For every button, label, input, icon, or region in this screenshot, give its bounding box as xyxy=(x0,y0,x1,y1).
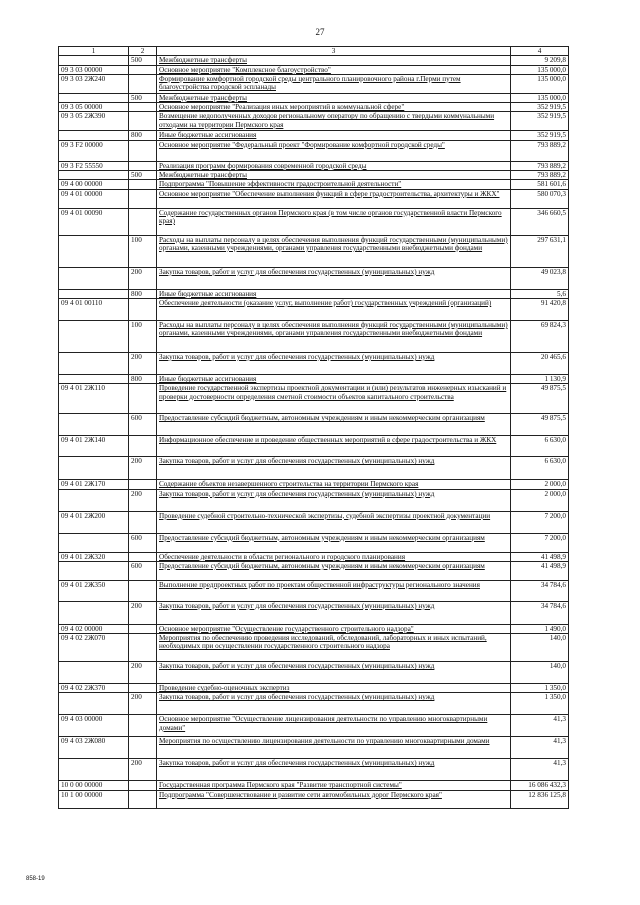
row-expense-type-cell xyxy=(129,384,157,414)
row-expense-type-cell xyxy=(129,298,157,320)
row-expense-type-cell xyxy=(129,65,157,74)
table-row xyxy=(59,161,569,170)
row-description-cell: Обеспечение деятельности в области регионального и городского планирования xyxy=(157,552,511,561)
row-code-cell: 09 4 01 2Ж110 xyxy=(59,384,129,414)
row-description-cell: Проведение судебно-оценочных экспертиз xyxy=(157,684,511,693)
row-amount-cell: 49 023,8 xyxy=(511,267,569,289)
row-expense-type-cell: 100 xyxy=(129,320,157,352)
row-amount-cell: 16 086 432,3 xyxy=(511,781,569,790)
row-code-cell xyxy=(59,489,129,511)
row-code-cell xyxy=(59,414,129,436)
table-row xyxy=(59,267,569,289)
header-cell-vr: 2 xyxy=(129,47,157,56)
row-amount-cell: 581 601,6 xyxy=(511,180,569,189)
row-code-cell xyxy=(59,352,129,374)
row-expense-type-cell: 100 xyxy=(129,235,157,267)
row-expense-type-cell: 200 xyxy=(129,489,157,511)
row-expense-type-cell xyxy=(129,112,157,131)
row-code-cell xyxy=(59,131,129,140)
row-code-cell: 09 3 03 2Ж240 xyxy=(59,74,129,93)
table-row xyxy=(59,480,569,489)
table-row xyxy=(59,131,569,140)
row-amount-cell: 2 000,0 xyxy=(511,480,569,489)
row-description-cell: Мероприятия по обеспечению проведения исследований, обследований, лабораторных и иных испытаний, необходимых при осуществлении государственного строительного надзора xyxy=(157,634,511,662)
row-amount-cell: 793 889,2 xyxy=(511,161,569,170)
header-row xyxy=(59,47,569,56)
row-description-cell: Иные бюджетные ассигнования xyxy=(157,131,511,140)
row-code-cell xyxy=(59,457,129,480)
row-description-cell: Выполнение предпроектных работ по проектам общественной инфраструктуры регионального значения xyxy=(157,580,511,601)
row-code-cell: 09 4 01 2Ж320 xyxy=(59,552,129,561)
row-amount-cell: 91 420,8 xyxy=(511,298,569,320)
row-expense-type-cell: 600 xyxy=(129,533,157,552)
row-amount-cell: 6 630,0 xyxy=(511,436,569,457)
page-number: 27 xyxy=(315,27,325,37)
row-expense-type-cell xyxy=(129,624,157,633)
row-amount-cell: 7 200,0 xyxy=(511,533,569,552)
table-row xyxy=(59,93,569,102)
row-amount-cell: 7 200,0 xyxy=(511,511,569,533)
table-row xyxy=(59,298,569,320)
row-code-cell: 09 4 01 2Ж170 xyxy=(59,480,129,489)
table-row xyxy=(59,235,569,267)
header-cell-code: 1 xyxy=(59,47,129,56)
row-amount-cell: 9 209,8 xyxy=(511,56,569,65)
row-code-cell xyxy=(59,601,129,624)
table-row xyxy=(59,56,569,65)
row-code-cell: 09 3 F2 00000 xyxy=(59,140,129,161)
footer-code: 858-19 xyxy=(26,876,45,882)
row-amount-cell: 352 919,5 xyxy=(511,131,569,140)
row-expense-type-cell xyxy=(129,480,157,489)
table-row xyxy=(59,552,569,561)
table-row xyxy=(59,684,569,693)
row-description-cell: Формирование комфортной городской среды центрального планировочного района г.Перми путем благоустройства городской эспланады xyxy=(157,74,511,93)
row-expense-type-cell: 600 xyxy=(129,414,157,436)
row-code-cell: 10 0 00 00000 xyxy=(59,781,129,790)
row-expense-type-cell: 800 xyxy=(129,289,157,298)
table-row xyxy=(59,662,569,684)
row-amount-cell: 352 919,5 xyxy=(511,112,569,131)
table-row xyxy=(59,208,569,235)
table-row xyxy=(59,601,569,624)
row-amount-cell: 135 000,0 xyxy=(511,93,569,102)
row-code-cell: 10 1 00 00000 xyxy=(59,790,129,808)
table-row xyxy=(59,414,569,436)
row-description-cell: Расходы на выплаты персоналу в целях обеспечения выполнения функций государственными (муниципальными) органами, казенными учреждениями, органами управления государственными внебюджетными фондами xyxy=(157,320,511,352)
row-amount-cell: 41,3 xyxy=(511,715,569,737)
table-row xyxy=(59,693,569,715)
row-description-cell: Закупка товаров, работ и услуг для обеспечения государственных (муниципальных) нужд xyxy=(157,693,511,715)
row-description-cell: Закупка товаров, работ и услуг для обеспечения государственных (муниципальных) нужд xyxy=(157,352,511,374)
row-code-cell xyxy=(59,693,129,715)
row-expense-type-cell xyxy=(129,790,157,808)
row-code-cell: 09 4 01 00000 xyxy=(59,189,129,208)
row-description-cell: Основное мероприятие "Реализация иных мероприятий в коммунальной сфере" xyxy=(157,103,511,112)
row-amount-cell: 41,3 xyxy=(511,759,569,781)
row-description-cell: Иные бюджетные ассигнования xyxy=(157,374,511,383)
row-code-cell: 09 3 F2 55550 xyxy=(59,161,129,170)
row-code-cell xyxy=(59,289,129,298)
row-expense-type-cell: 200 xyxy=(129,662,157,684)
row-amount-cell: 1 350,0 xyxy=(511,684,569,693)
row-expense-type-cell: 500 xyxy=(129,93,157,102)
row-expense-type-cell xyxy=(129,436,157,457)
row-description-cell: Подпрограмма "Повышение эффективности градостроительной деятельности" xyxy=(157,180,511,189)
row-expense-type-cell xyxy=(129,511,157,533)
table-row xyxy=(59,384,569,414)
row-description-cell: Содержание государственных органов Пермского края (в том числе органов государственной власти Пермского края) xyxy=(157,208,511,235)
row-amount-cell: 2 000,0 xyxy=(511,489,569,511)
row-description-cell: Информационное обеспечение и проведение общественных мероприятий в сфере градостроительства и ЖКХ xyxy=(157,436,511,457)
row-amount-cell: 34 784,6 xyxy=(511,580,569,601)
row-description-cell: Содержание объектов незавершенного строительства на территории Пермского края xyxy=(157,480,511,489)
row-amount-cell: 140,0 xyxy=(511,634,569,662)
row-amount-cell: 41 498,9 xyxy=(511,561,569,580)
row-amount-cell: 135 000,0 xyxy=(511,65,569,74)
row-expense-type-cell xyxy=(129,161,157,170)
row-description-cell: Закупка товаров, работ и услуг для обеспечения государственных (муниципальных) нужд xyxy=(157,759,511,781)
row-code-cell xyxy=(59,171,129,180)
row-code-cell xyxy=(59,93,129,102)
row-code-cell: 09 4 03 00000 xyxy=(59,715,129,737)
row-description-cell: Закупка товаров, работ и услуг для обеспечения государственных (муниципальных) нужд xyxy=(157,267,511,289)
row-description-cell: Проведение судебной строительно-технической экспертизы, судебной экспертизы проектной документации xyxy=(157,511,511,533)
table-row xyxy=(59,489,569,511)
row-description-cell: Основное мероприятие "Комплексное благоустройство" xyxy=(157,65,511,74)
row-code-cell xyxy=(59,267,129,289)
row-code-cell: 09 4 03 2Ж080 xyxy=(59,737,129,759)
row-expense-type-cell xyxy=(129,634,157,662)
table-row xyxy=(59,511,569,533)
table-row xyxy=(59,580,569,601)
row-code-cell: 09 4 01 2Ж140 xyxy=(59,436,129,457)
row-expense-type-cell: 600 xyxy=(129,561,157,580)
table-row xyxy=(59,634,569,662)
row-code-cell: 09 4 01 00090 xyxy=(59,208,129,235)
table-row xyxy=(59,320,569,352)
row-code-cell: 09 3 03 00000 xyxy=(59,65,129,74)
row-expense-type-cell: 200 xyxy=(129,693,157,715)
row-amount-cell: 1 350,0 xyxy=(511,693,569,715)
row-description-cell: Межбюджетные трансферты xyxy=(157,56,511,65)
row-expense-type-cell xyxy=(129,140,157,161)
row-description-cell: Межбюджетные трансферты xyxy=(157,93,511,102)
row-description-cell: Государственная программа Пермского края "Развитие транспортной системы" xyxy=(157,781,511,790)
table-row xyxy=(59,457,569,480)
row-expense-type-cell: 500 xyxy=(129,56,157,65)
row-code-cell xyxy=(59,561,129,580)
row-description-cell: Подпрограмма "Совершенствование и развитие сети автомобильных дорог Пермского края" xyxy=(157,790,511,808)
row-description-cell: Реализация программ формирования современной городской среды xyxy=(157,161,511,170)
row-amount-cell: 1 490,0 xyxy=(511,624,569,633)
budget-table xyxy=(58,46,569,809)
row-amount-cell: 49 875,5 xyxy=(511,384,569,414)
row-code-cell: 09 4 00 00000 xyxy=(59,180,129,189)
table-row xyxy=(59,781,569,790)
row-code-cell xyxy=(59,533,129,552)
table-row xyxy=(59,374,569,383)
row-amount-cell: 34 784,6 xyxy=(511,601,569,624)
table-row xyxy=(59,189,569,208)
table-row xyxy=(59,561,569,580)
row-amount-cell: 5,6 xyxy=(511,289,569,298)
table-row xyxy=(59,140,569,161)
header-cell-desc: 3 xyxy=(157,47,511,56)
table-row xyxy=(59,715,569,737)
row-code-cell: 09 4 01 2Ж200 xyxy=(59,511,129,533)
table-row xyxy=(59,624,569,633)
row-description-cell: Мероприятия по осуществлению лицензирования деятельности по управлению многоквартирными домами xyxy=(157,737,511,759)
row-description-cell: Закупка товаров, работ и услуг для обеспечения государственных (муниципальных) нужд xyxy=(157,662,511,684)
row-expense-type-cell: 800 xyxy=(129,374,157,383)
row-code-cell xyxy=(59,662,129,684)
row-code-cell: 09 4 02 2Ж070 xyxy=(59,634,129,662)
row-expense-type-cell: 200 xyxy=(129,352,157,374)
row-description-cell: Проведение государственной экспертизы проектной документации и (или) результатов инженерных изысканий и проверки достоверности определения сметной стоимости объектов капитального строительства xyxy=(157,384,511,414)
row-expense-type-cell xyxy=(129,684,157,693)
table-row xyxy=(59,180,569,189)
row-amount-cell: 41 498,9 xyxy=(511,552,569,561)
row-code-cell: 09 3 05 2Ж390 xyxy=(59,112,129,131)
row-expense-type-cell xyxy=(129,580,157,601)
table-row xyxy=(59,790,569,808)
row-description-cell: Возмещение недополученных доходов региональному оператору по обращению с твердыми коммунальными отходами на территории Пермского края xyxy=(157,112,511,131)
table-row xyxy=(59,103,569,112)
row-description-cell: Предоставление субсидий бюджетным, автономным учреждениям и иным некоммерческим организациям xyxy=(157,414,511,436)
row-expense-type-cell xyxy=(129,189,157,208)
row-expense-type-cell: 200 xyxy=(129,759,157,781)
row-code-cell: 09 4 02 2Ж370 xyxy=(59,684,129,693)
row-description-cell: Основное мероприятие "Осуществление государственного строительного надзора" xyxy=(157,624,511,633)
header-cell-amount: 4 xyxy=(511,47,569,56)
row-expense-type-cell: 200 xyxy=(129,267,157,289)
table-row xyxy=(59,112,569,131)
row-expense-type-cell: 200 xyxy=(129,601,157,624)
row-description-cell: Закупка товаров, работ и услуг для обеспечения государственных (муниципальных) нужд xyxy=(157,457,511,480)
row-description-cell: Межбюджетные трансферты xyxy=(157,171,511,180)
row-amount-cell: 580 070,3 xyxy=(511,189,569,208)
row-expense-type-cell: 200 xyxy=(129,457,157,480)
table-row xyxy=(59,65,569,74)
row-description-cell: Предоставление субсидий бюджетным, автономным учреждениям и иным некоммерческим организациям xyxy=(157,533,511,552)
row-expense-type-cell xyxy=(129,103,157,112)
row-expense-type-cell xyxy=(129,180,157,189)
row-expense-type-cell xyxy=(129,737,157,759)
row-description-cell: Основное мероприятие "Осуществление лицензирования деятельности по управлению многоквартирными домами" xyxy=(157,715,511,737)
row-amount-cell: 793 889,2 xyxy=(511,171,569,180)
row-amount-cell: 135 000,0 xyxy=(511,74,569,93)
row-code-cell xyxy=(59,320,129,352)
row-amount-cell: 12 836 125,8 xyxy=(511,790,569,808)
row-expense-type-cell xyxy=(129,74,157,93)
table-row xyxy=(59,436,569,457)
row-amount-cell: 793 889,2 xyxy=(511,140,569,161)
row-code-cell xyxy=(59,235,129,267)
row-amount-cell: 41,3 xyxy=(511,737,569,759)
table-row xyxy=(59,289,569,298)
row-amount-cell: 49 875,5 xyxy=(511,414,569,436)
row-expense-type-cell: 800 xyxy=(129,131,157,140)
row-expense-type-cell xyxy=(129,715,157,737)
row-description-cell: Иные бюджетные ассигнования xyxy=(157,289,511,298)
row-expense-type-cell xyxy=(129,208,157,235)
row-amount-cell: 297 631,1 xyxy=(511,235,569,267)
table-row xyxy=(59,171,569,180)
row-description-cell: Расходы на выплаты персоналу в целях обеспечения выполнения функций государственными (муниципальными) органами, казенными учреждениями, органами управления государственными внебюджетными фондами xyxy=(157,235,511,267)
row-description-cell: Предоставление субсидий бюджетным, автономным учреждениям и иным некоммерческим организациям xyxy=(157,561,511,580)
row-amount-cell: 1 130,9 xyxy=(511,374,569,383)
row-amount-cell: 69 824,3 xyxy=(511,320,569,352)
table-row xyxy=(59,737,569,759)
row-description-cell: Основное мероприятие "Федеральный проект "Формирование комфортной городской среды" xyxy=(157,140,511,161)
row-description-cell: Основное мероприятие "Обеспечение выполнения функций в сфере градостроительства, архитектуры и ЖКХ" xyxy=(157,189,511,208)
table-row xyxy=(59,74,569,93)
row-code-cell: 09 4 02 00000 xyxy=(59,624,129,633)
table-row xyxy=(59,533,569,552)
row-code-cell xyxy=(59,374,129,383)
table-row xyxy=(59,352,569,374)
row-code-cell: 09 4 01 2Ж350 xyxy=(59,580,129,601)
row-code-cell xyxy=(59,759,129,781)
row-description-cell: Обеспечение деятельности (оказание услуг, выполнение работ) государственных учреждений (организаций) xyxy=(157,298,511,320)
row-amount-cell: 20 465,6 xyxy=(511,352,569,374)
row-code-cell: 09 4 01 00110 xyxy=(59,298,129,320)
row-amount-cell: 346 660,5 xyxy=(511,208,569,235)
row-code-cell xyxy=(59,56,129,65)
row-expense-type-cell: 500 xyxy=(129,171,157,180)
row-amount-cell: 6 630,0 xyxy=(511,457,569,480)
row-expense-type-cell xyxy=(129,781,157,790)
row-code-cell: 09 3 05 00000 xyxy=(59,103,129,112)
table-row xyxy=(59,759,569,781)
row-description-cell: Закупка товаров, работ и услуг для обеспечения государственных (муниципальных) нужд xyxy=(157,489,511,511)
row-expense-type-cell xyxy=(129,552,157,561)
row-amount-cell: 140,0 xyxy=(511,662,569,684)
row-description-cell: Закупка товаров, работ и услуг для обеспечения государственных (муниципальных) нужд xyxy=(157,601,511,624)
row-amount-cell: 352 919,5 xyxy=(511,103,569,112)
